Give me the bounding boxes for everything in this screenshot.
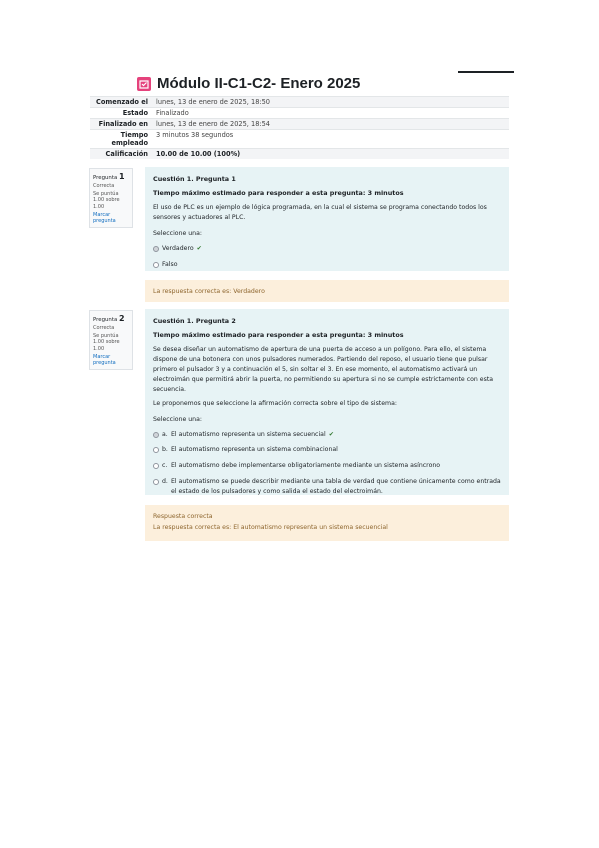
- answer-option[interactable]: a. El automatismo representa un sistema secuencial ✔: [153, 430, 501, 440]
- question-1-content: [145, 167, 509, 271]
- question-grade: Se puntúa 1.00 sobre 1.00: [93, 191, 120, 210]
- question-state: Correcta: [93, 183, 115, 189]
- question-heading: Cuestión 1. Pregunta 2: [153, 317, 236, 325]
- answer-option[interactable]: Verdadero ✔: [153, 244, 501, 254]
- flag-question-link[interactable]: Marcar pregunta: [93, 211, 116, 224]
- question-text: El uso de PLC es un ejemplo de lógica programada, en la cual el sistema se programa conectando todos los sensores y actuadores al PLC.: [153, 204, 487, 221]
- question-instruction: Le proponemos que seleccione la afirmación correcta sobre el tipo de sistema:: [153, 399, 397, 407]
- answer-option[interactable]: Falso: [153, 260, 501, 270]
- page-header: [137, 75, 360, 92]
- summary-row: Calificación 10.00 de 10.00 (100%): [90, 148, 509, 159]
- question-state: Correcta: [93, 325, 115, 331]
- feedback-status: Respuesta correcta: [153, 513, 213, 520]
- page-title: Módulo II-C1-C2- Enero 2025: [157, 75, 361, 92]
- radio-button[interactable]: [153, 463, 159, 469]
- check-icon: ✔: [196, 244, 202, 252]
- answer-prompt: Seleccione una:: [153, 415, 202, 423]
- question-text: Se desea diseñar un automatismo de apertura de una puerta de acceso a un polígono. Para ello, el sistema dispone de una botonera con unos pulsadores numerados. Partiendo del reposo, el usuario tiene que pulsar primero el pulsador 3 y a continuación el 5, sin soltar el 3. En ese momento, el automatismo activará un electroimán que permitirá abrir la puerta, no permitiendo su apertura si no se cumple estrictamente con esta secuencia.: [153, 346, 494, 393]
- question-time: Tiempo máximo estimado para responder a esta pregunta: 3 minutos: [153, 331, 404, 339]
- summary-row: Estado Finalizado: [90, 107, 509, 118]
- correct-answer-text: La respuesta correcta es: El automatismo representa un sistema secuencial: [153, 523, 388, 531]
- radio-button[interactable]: [153, 479, 159, 485]
- radio-button[interactable]: [153, 262, 159, 268]
- flag-question-link[interactable]: Marcar pregunta: [93, 353, 116, 366]
- summary-row: Finalizado en lunes, 13 de enero de 2025, 18:54: [90, 118, 509, 129]
- answer-prompt: Seleccione una:: [153, 229, 202, 237]
- summary-row: Tiempo empleado 3 minutos 38 segundos: [90, 129, 509, 148]
- answer-option[interactable]: d. El automatismo se puede describir mediante una tabla de verdad que contiene únicamente como entrada el estado de los pulsadores y como salida el estado del electroimán.: [153, 477, 501, 497]
- quiz-icon: [137, 77, 151, 91]
- question-info-1: Pregunta 1 Correcta Se puntúa 1.00 sobre 1.00 Marcar pregunta: [89, 168, 133, 228]
- radio-button[interactable]: [153, 246, 159, 252]
- question-2-feedback: [145, 505, 509, 541]
- correct-answer-text: La respuesta correcta es: Verdadero: [153, 288, 265, 295]
- attempt-summary: [90, 96, 509, 159]
- answer-option[interactable]: c. El automatismo debe implementarse obligatoriamente mediante un sistema asíncrono: [153, 461, 501, 471]
- question-2-content: [145, 309, 509, 495]
- question-heading: Cuestión 1. Pregunta 1: [153, 175, 236, 183]
- check-icon: ✔: [328, 430, 334, 438]
- radio-button[interactable]: [153, 432, 159, 438]
- question-grade: Se puntúa 1.00 sobre 1.00: [93, 333, 120, 352]
- question-time: Tiempo máximo estimado para responder a esta pregunta: 3 minutos: [153, 189, 404, 197]
- answer-option[interactable]: b. El automatismo representa un sistema combinacional: [153, 445, 501, 455]
- question-1-feedback: [145, 280, 509, 302]
- summary-row: Comenzado el lunes, 13 de enero de 2025, 18:50: [90, 96, 509, 107]
- top-divider: [458, 71, 514, 73]
- radio-button[interactable]: [153, 447, 159, 453]
- question-info-2: Pregunta 2 Correcta Se puntúa 1.00 sobre 1.00 Marcar pregunta: [89, 310, 133, 370]
